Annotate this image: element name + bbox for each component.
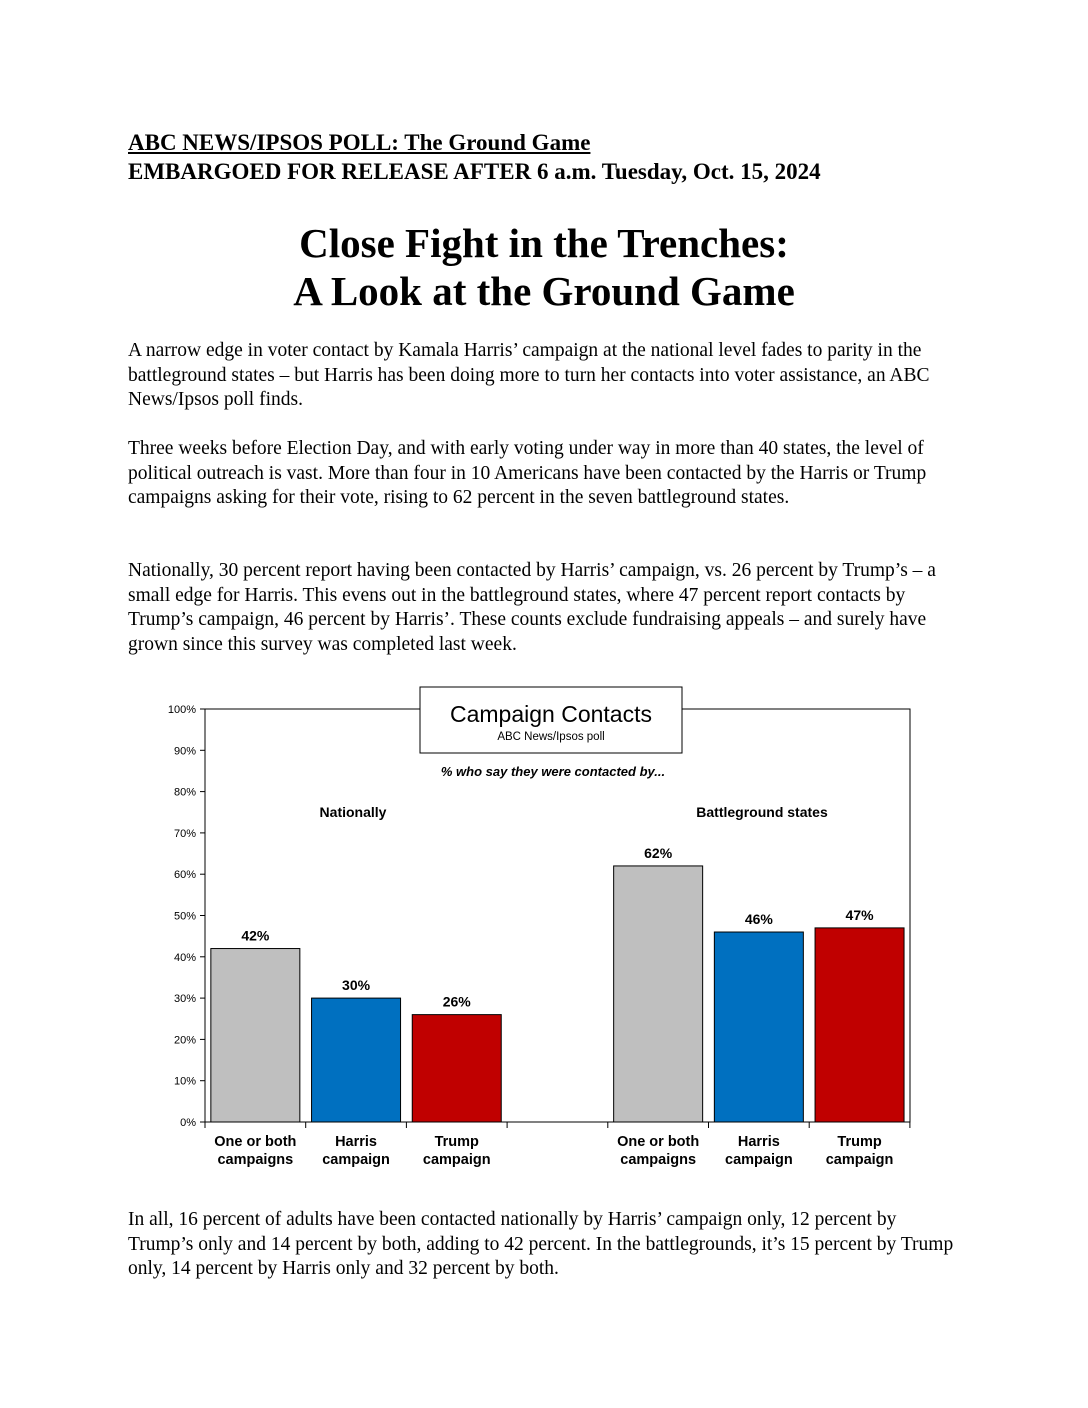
category-label-line: campaigns (217, 1152, 294, 1168)
paragraph-nationally: Nationally, 30 percent report having been contacted by Harris’ campaign, vs. 26 percent by Trump’s – a small edge for Harris. This evens out in the battleground states, where 47 percent report contacts by Trump’s campaign, 46 percent by Harris’. These counts exclude fundraising appeals – and surely have grown since this survey was completed last week. (128, 560, 936, 655)
bar (614, 866, 703, 1122)
campaign-contacts-chart (150, 680, 920, 1180)
bar (412, 1015, 501, 1122)
y-tick-label: 50% (173, 910, 196, 923)
y-tick-label: 10% (173, 1075, 196, 1088)
y-tick-label: 60% (173, 869, 196, 882)
y-tick-label: 30% (173, 993, 196, 1006)
y-tick-label: 100% (167, 704, 196, 716)
y-tick-label: 40% (173, 951, 196, 964)
paragraph-breakdown: In all, 16 percent of adults have been contacted nationally by Harris’ campaign only, 12 percent by Trump’s only and 14 percent by both, adding to 42 percent. In the battlegrounds, it’s 15 percent by Trump only, 14 percent by Harris only and 32 percent by both. (128, 1209, 954, 1280)
category-label (826, 1134, 894, 1168)
paragraph-intro: A narrow edge in voter contact by Kamala Harris’ campaign at the national level fades to parity in the battleground states – but Harris has been doing more to turn her contacts into voter assistance, an ABC News/Ipsos poll finds. (128, 340, 930, 411)
category-label-line: campaign (422, 1152, 491, 1168)
category-label-line: campaign (825, 1152, 894, 1168)
bar-value-label: 46% (744, 911, 773, 928)
bar (211, 949, 300, 1122)
bar-value-label: 30% (342, 977, 371, 994)
category-label (725, 1134, 793, 1168)
headline-line-2: A Look at the Ground Game (293, 268, 795, 314)
headline-line-1: Close Fight in the Trenches: (299, 220, 789, 266)
category-label (322, 1134, 390, 1168)
chart-subtitle: ABC News/Ipsos poll (497, 731, 605, 743)
bar-group (211, 845, 904, 1122)
y-tick-label: 20% (173, 1034, 196, 1047)
category-label (617, 1134, 699, 1168)
y-tick-label: 70% (173, 827, 196, 840)
bar (312, 998, 401, 1122)
bar (714, 932, 803, 1122)
category-label-line: One or both (617, 1134, 700, 1150)
bar-value-label: 26% (442, 993, 471, 1010)
category-label-line: Harris (335, 1134, 378, 1150)
group-label-nationally: Nationally (319, 804, 387, 820)
chart-question: % who say they were contacted by... (440, 764, 666, 779)
bar-value-label: 62% (644, 844, 673, 861)
category-label-line: Trump (837, 1134, 882, 1150)
y-tick-label: 0% (180, 1117, 196, 1129)
x-axis (205, 1122, 910, 1168)
y-tick-label: 80% (173, 786, 196, 799)
embargo-line: EMBARGOED FOR RELEASE AFTER 6 a.m. Tuesday, Oct. 15, 2024 (128, 159, 821, 184)
category-label-line: One or both (214, 1134, 297, 1150)
bar (815, 928, 904, 1122)
paragraph-outreach: Three weeks before Election Day, and with early voting under way in more than 40 states, the level of political outreach is vast. More than four in 10 Americans have been contacted by the Harris or Trump campaigns asking for their vote, rising to 62 percent in the seven battleground states. (128, 438, 927, 509)
category-label (423, 1134, 491, 1168)
category-label (214, 1134, 296, 1168)
bar-value-label: 42% (241, 927, 270, 944)
bar-value-label: 47% (845, 906, 874, 923)
category-label-line: campaign (725, 1152, 793, 1168)
category-label-line: campaign (322, 1152, 390, 1168)
category-label-line: Trump (434, 1134, 479, 1150)
group-label-battleground: Battleground states (696, 804, 828, 820)
category-label-line: campaigns (620, 1152, 697, 1168)
y-tick-label: 90% (173, 745, 196, 758)
chart-title: Campaign Contacts (450, 701, 652, 727)
poll-header: ABC NEWS/IPSOS POLL: The Ground Game (128, 130, 591, 155)
category-label-line: Harris (737, 1134, 780, 1150)
